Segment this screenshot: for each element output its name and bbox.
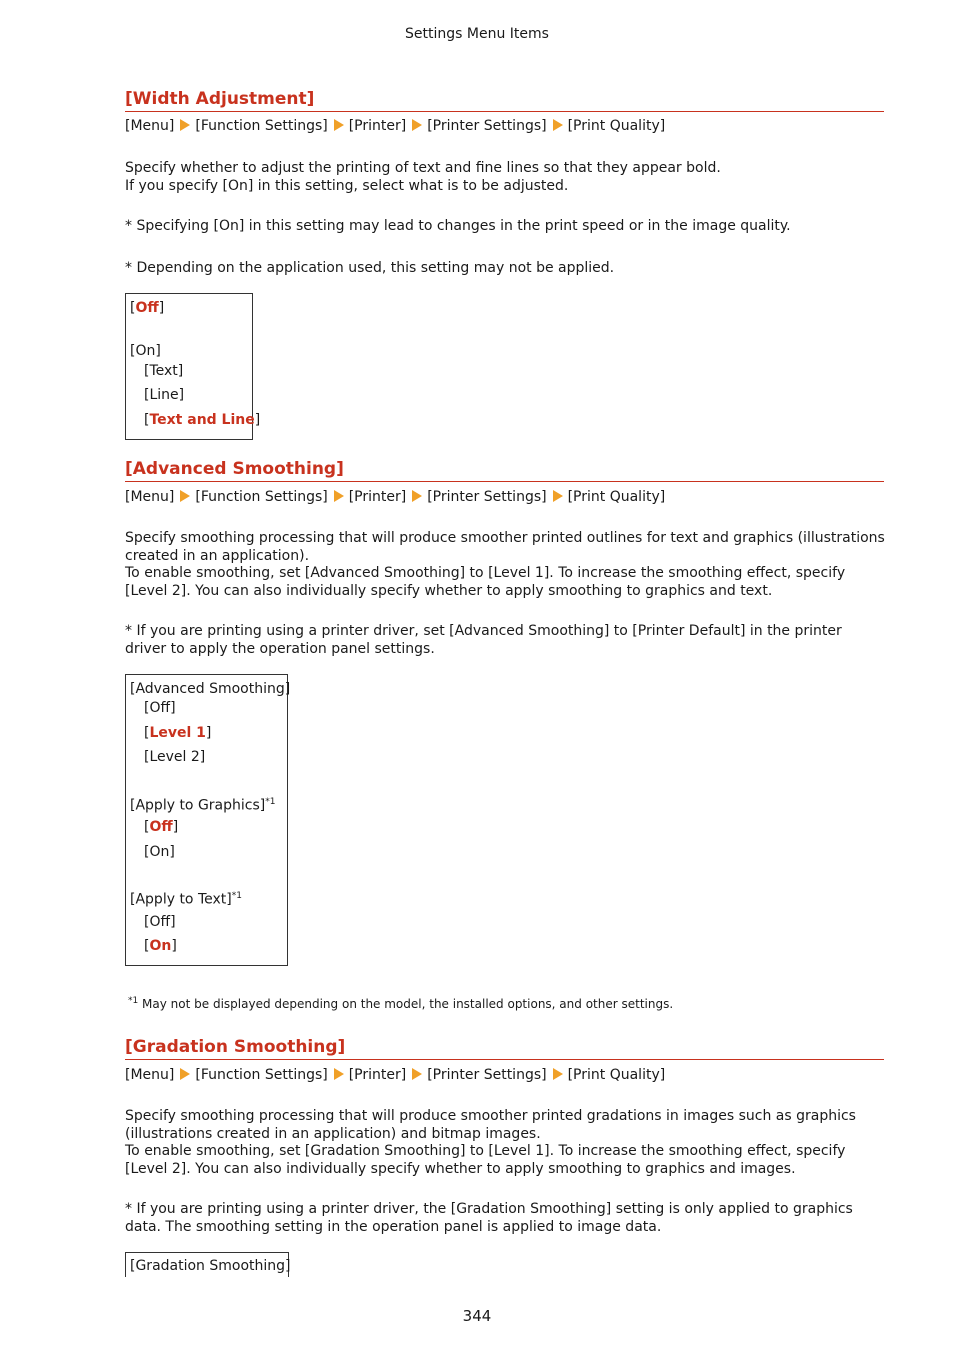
section-title-gradation-smoothing: [Gradation Smoothing] — [125, 1037, 884, 1060]
path-function-settings: [Function Settings] — [195, 489, 328, 505]
settings-box — [125, 1252, 289, 1277]
path-print-quality: [Print Quality] — [567, 118, 666, 134]
description-line: To enable smoothing, set [Gradation Smoothing] to [Level 1]. To increase the smoothing effect, specify [Level 2]. You can also individually specify whether to apply smoothing to graphics and images. — [125, 1143, 846, 1177]
section-title-advanced-smoothing: [Advanced Smoothing] — [125, 459, 884, 482]
path-printer-settings: [Printer Settings] — [427, 118, 547, 134]
option-text-and-line: [Text and Line] — [144, 412, 261, 428]
settings-box — [125, 293, 261, 440]
path-printer-settings: [Printer Settings] — [427, 489, 547, 505]
path-printer: [Printer] — [348, 1067, 407, 1083]
option-off: [Off] — [144, 914, 176, 930]
path-menu: [Menu] — [125, 489, 175, 505]
arrow-right-icon — [180, 490, 190, 502]
page-header: Settings Menu Items — [405, 26, 549, 42]
arrow-right-icon — [180, 119, 190, 131]
arrow-right-icon — [412, 119, 422, 131]
option-on: [On] — [144, 844, 175, 860]
item-gradation-smoothing: [Gradation Smoothing] — [130, 1258, 291, 1274]
path-printer-settings: [Printer Settings] — [427, 1067, 547, 1083]
note: * If you are printing using a printer driver, set [Advanced Smoothing] to [Printer Default] in the printer driver to apply the operation panel settings. — [125, 623, 842, 657]
menu-path — [125, 489, 665, 505]
path-printer: [Printer] — [348, 118, 407, 134]
arrow-right-icon — [334, 490, 344, 502]
settings-box — [125, 674, 291, 966]
section-title-width-adjustment: [Width Adjustment] — [125, 89, 884, 112]
option-level-2: [Level 2] — [144, 749, 206, 765]
option-off: [Off] — [144, 819, 179, 835]
description-line: Specify whether to adjust the printing of text and fine lines so that they appear bold. — [125, 160, 721, 176]
description-line: Specify smoothing processing that will produce smoother printed outlines for text and graphics (illustrations created in an application). — [125, 530, 885, 564]
path-menu: [Menu] — [125, 1067, 175, 1083]
description — [125, 530, 885, 600]
note: * If you are printing using a printer driver, the [Gradation Smoothing] setting is only applied to graphics data. The smoothing setting in the operation panel is applied to image data. — [125, 1201, 853, 1235]
option-level-1: [Level 1] — [144, 725, 212, 741]
footnote: $^{*1}$ May not be displayed depending on the model, the installed options, and other settings. — [128, 996, 674, 1011]
description-line: To enable smoothing, set [Advanced Smoothing] to [Level 1]. To increase the smoothing effect, specify [Level 2]. You can also individually specify whether to apply smoothing to graphics and text. — [125, 565, 846, 599]
arrow-right-icon — [553, 119, 563, 131]
path-print-quality: [Print Quality] — [567, 489, 666, 505]
item-apply-to-text: [Apply to Text]$^{*1}$ — [130, 891, 242, 908]
option-line: [Line] — [144, 387, 185, 403]
option-on: [On] — [144, 938, 177, 954]
path-print-quality: [Print Quality] — [567, 1067, 666, 1083]
note: * Specifying [On] in this setting may lead to changes in the print speed or in the image quality. — [125, 218, 791, 234]
arrow-right-icon — [334, 1068, 344, 1080]
path-function-settings: [Function Settings] — [195, 1067, 328, 1083]
option-on: [On] — [130, 343, 161, 359]
arrow-right-icon — [553, 490, 563, 502]
path-menu: [Menu] — [125, 118, 175, 134]
arrow-right-icon — [180, 1068, 190, 1080]
description — [125, 160, 885, 195]
arrow-right-icon — [553, 1068, 563, 1080]
note: * Depending on the application used, this setting may not be applied. — [125, 260, 615, 276]
arrow-right-icon — [412, 490, 422, 502]
option-off: [Off] — [130, 300, 165, 316]
page-number: 344 — [462, 1307, 492, 1325]
item-advanced-smoothing: [Advanced Smoothing] — [130, 681, 291, 697]
menu-path — [125, 118, 665, 134]
item-apply-to-graphics: [Apply to Graphics]$^{*1}$ — [130, 797, 276, 814]
path-printer: [Printer] — [348, 489, 407, 505]
option-off: [Off] — [144, 700, 176, 716]
menu-path — [125, 1067, 665, 1083]
arrow-right-icon — [334, 119, 344, 131]
option-text: [Text] — [144, 363, 184, 379]
description — [125, 1108, 885, 1178]
description-line: Specify smoothing processing that will produce smoother printed gradations in images such as graphics (illustrations created in an application) and bitmap images. — [125, 1108, 856, 1142]
description-line: If you specify [On] in this setting, select what is to be adjusted. — [125, 177, 569, 194]
path-function-settings: [Function Settings] — [195, 118, 328, 134]
arrow-right-icon — [412, 1068, 422, 1080]
